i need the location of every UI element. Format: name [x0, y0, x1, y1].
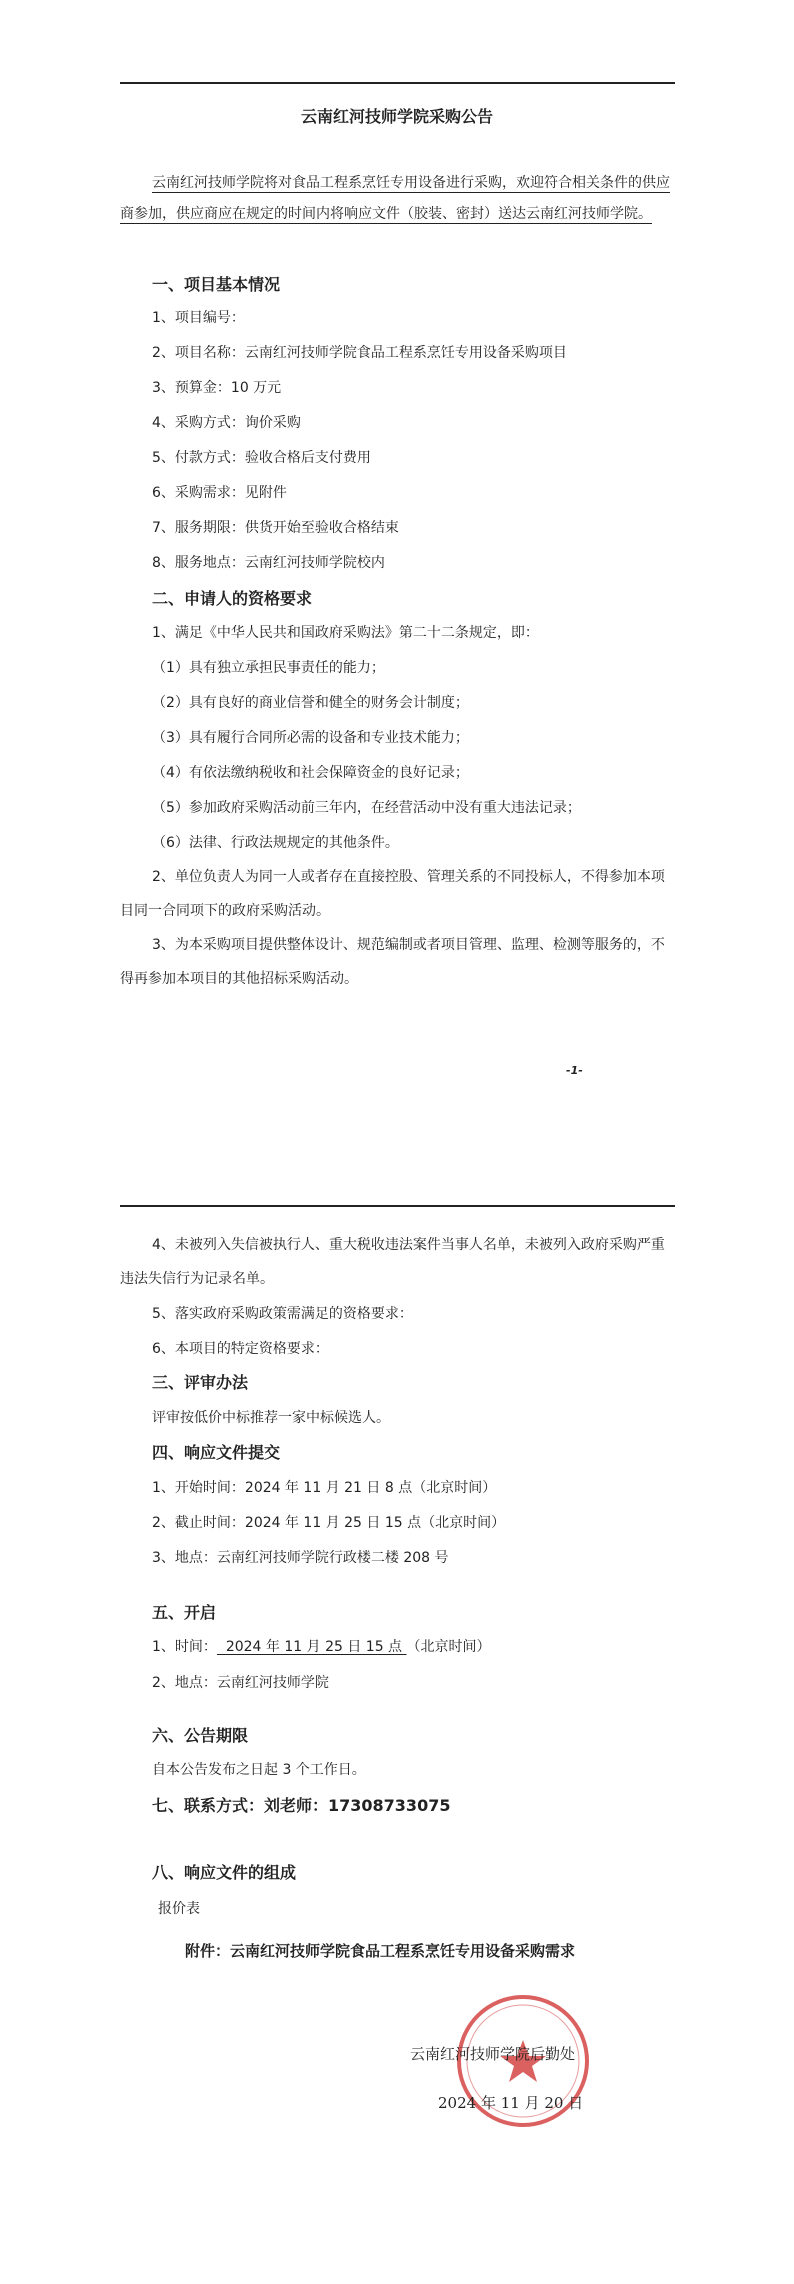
list-item: （5）参加政府采购活动前三年内，在经营活动中没有重大违法记录； — [152, 800, 581, 816]
attachment-title: 附件：云南红河技师学院食品工程系烹饪专用设备采购需求 — [185, 1942, 576, 1960]
page-2-top-rule — [120, 1205, 675, 1207]
section-3-heading: 三、评审办法 — [152, 1373, 249, 1392]
section-3-text: 评审按低价中标推荐一家中标候选人。 — [152, 1410, 390, 1426]
opening-time-value: 2024 年 11 月 25 日 15 点 — [216, 1639, 407, 1655]
section-1-heading: 一、项目基本情况 — [152, 275, 281, 294]
list-item: 2、项目名称：云南红河技师学院食品工程系烹饪专用设备采购项目 — [152, 345, 567, 361]
list-item: 5、落实政府采购政策需满足的资格要求： — [152, 1306, 413, 1322]
list-item: 1、项目编号： — [152, 310, 245, 326]
list-item: 1、开始时间：2024 年 11 月 21 日 8 点（北京时间） — [152, 1480, 497, 1496]
list-item: 8、服务地点：云南红河技师学院校内 — [152, 555, 385, 571]
list-item: 2、地点：云南红河技师学院 — [152, 1675, 329, 1691]
section-6-text: 自本公告发布之日起 3 个工作日。 — [152, 1762, 366, 1778]
list-item: （4）有依法缴纳税收和社会保障资金的良好记录； — [152, 765, 469, 781]
section-5-heading: 五、开启 — [152, 1603, 217, 1622]
opening-time-label: 1、时间： — [152, 1639, 217, 1655]
list-item: （1）具有独立承担民事责任的能力； — [152, 660, 385, 676]
page-number: -1- — [566, 1064, 583, 1077]
section-4-heading: 四、响应文件提交 — [152, 1443, 281, 1462]
list-item: （6）法律、行政法规规定的其他条件。 — [152, 835, 399, 851]
section-8-text: 报价表 — [158, 1901, 200, 1917]
list-item: 6、采购需求：见附件 — [152, 485, 287, 501]
list-item: 2、截止时间：2024 年 11 月 25 日 15 点（北京时间） — [152, 1515, 506, 1531]
intro-paragraph: 云南红河技师学院将对食品工程系烹饪专用设备进行采购，欢迎符合相关条件的供应商参加，供应商应在规定的时间内将响应文件（胶装、密封）送达云南红河技师学院。 — [120, 175, 670, 222]
signature-org: 云南红河技师学院后勤处 — [410, 2045, 576, 2063]
top-rule — [120, 82, 675, 84]
section-8-heading: 八、响应文件的组成 — [152, 1863, 297, 1882]
list-item: 1、满足《中华人民共和国政府采购法》第二十二条规定，即： — [152, 625, 539, 641]
list-item: 6、本项目的特定资格要求： — [152, 1341, 329, 1357]
section-2-heading: 二、申请人的资格要求 — [152, 589, 313, 608]
list-item: 3、为本采购项目提供整体设计、规范编制或者项目管理、监理、检测等服务的，不得再参加本项目的其他招标采购活动。 — [120, 937, 665, 987]
list-item: 7、服务期限：供货开始至验收合格结束 — [152, 520, 399, 536]
list-item: （3）具有履行合同所必需的设备和专业技术能力； — [152, 730, 469, 746]
list-item: 3、地点：云南红河技师学院行政楼二楼 208 号 — [152, 1550, 449, 1566]
page-title: 云南红河技师学院采购公告 — [300, 107, 493, 126]
section-6-heading: 六、公告期限 — [152, 1726, 249, 1745]
section-7-heading: 七、联系方式：刘老师：17308733075 — [152, 1796, 451, 1815]
list-item: 3、预算金：10 万元 — [152, 380, 282, 396]
opening-time — [152, 1636, 491, 1656]
list-item: 4、未被列入失信被执行人、重大税收违法案件当事人名单，未被列入政府采购严重违法失信行为记录名单。 — [120, 1237, 665, 1287]
list-item: 4、采购方式：询价采购 — [152, 415, 301, 431]
signature-date: 2024 年 11 月 20 日 — [438, 2094, 584, 2112]
list-item: 2、单位负责人为同一人或者存在直接控股、管理关系的不同投标人，不得参加本项目同一合同项下的政府采购活动。 — [120, 869, 665, 919]
opening-time-suffix: （北京时间） — [406, 1639, 491, 1655]
list-item: （2）具有良好的商业信誉和健全的财务会计制度； — [152, 695, 469, 711]
list-item: 5、付款方式：验收合格后支付费用 — [152, 450, 371, 466]
